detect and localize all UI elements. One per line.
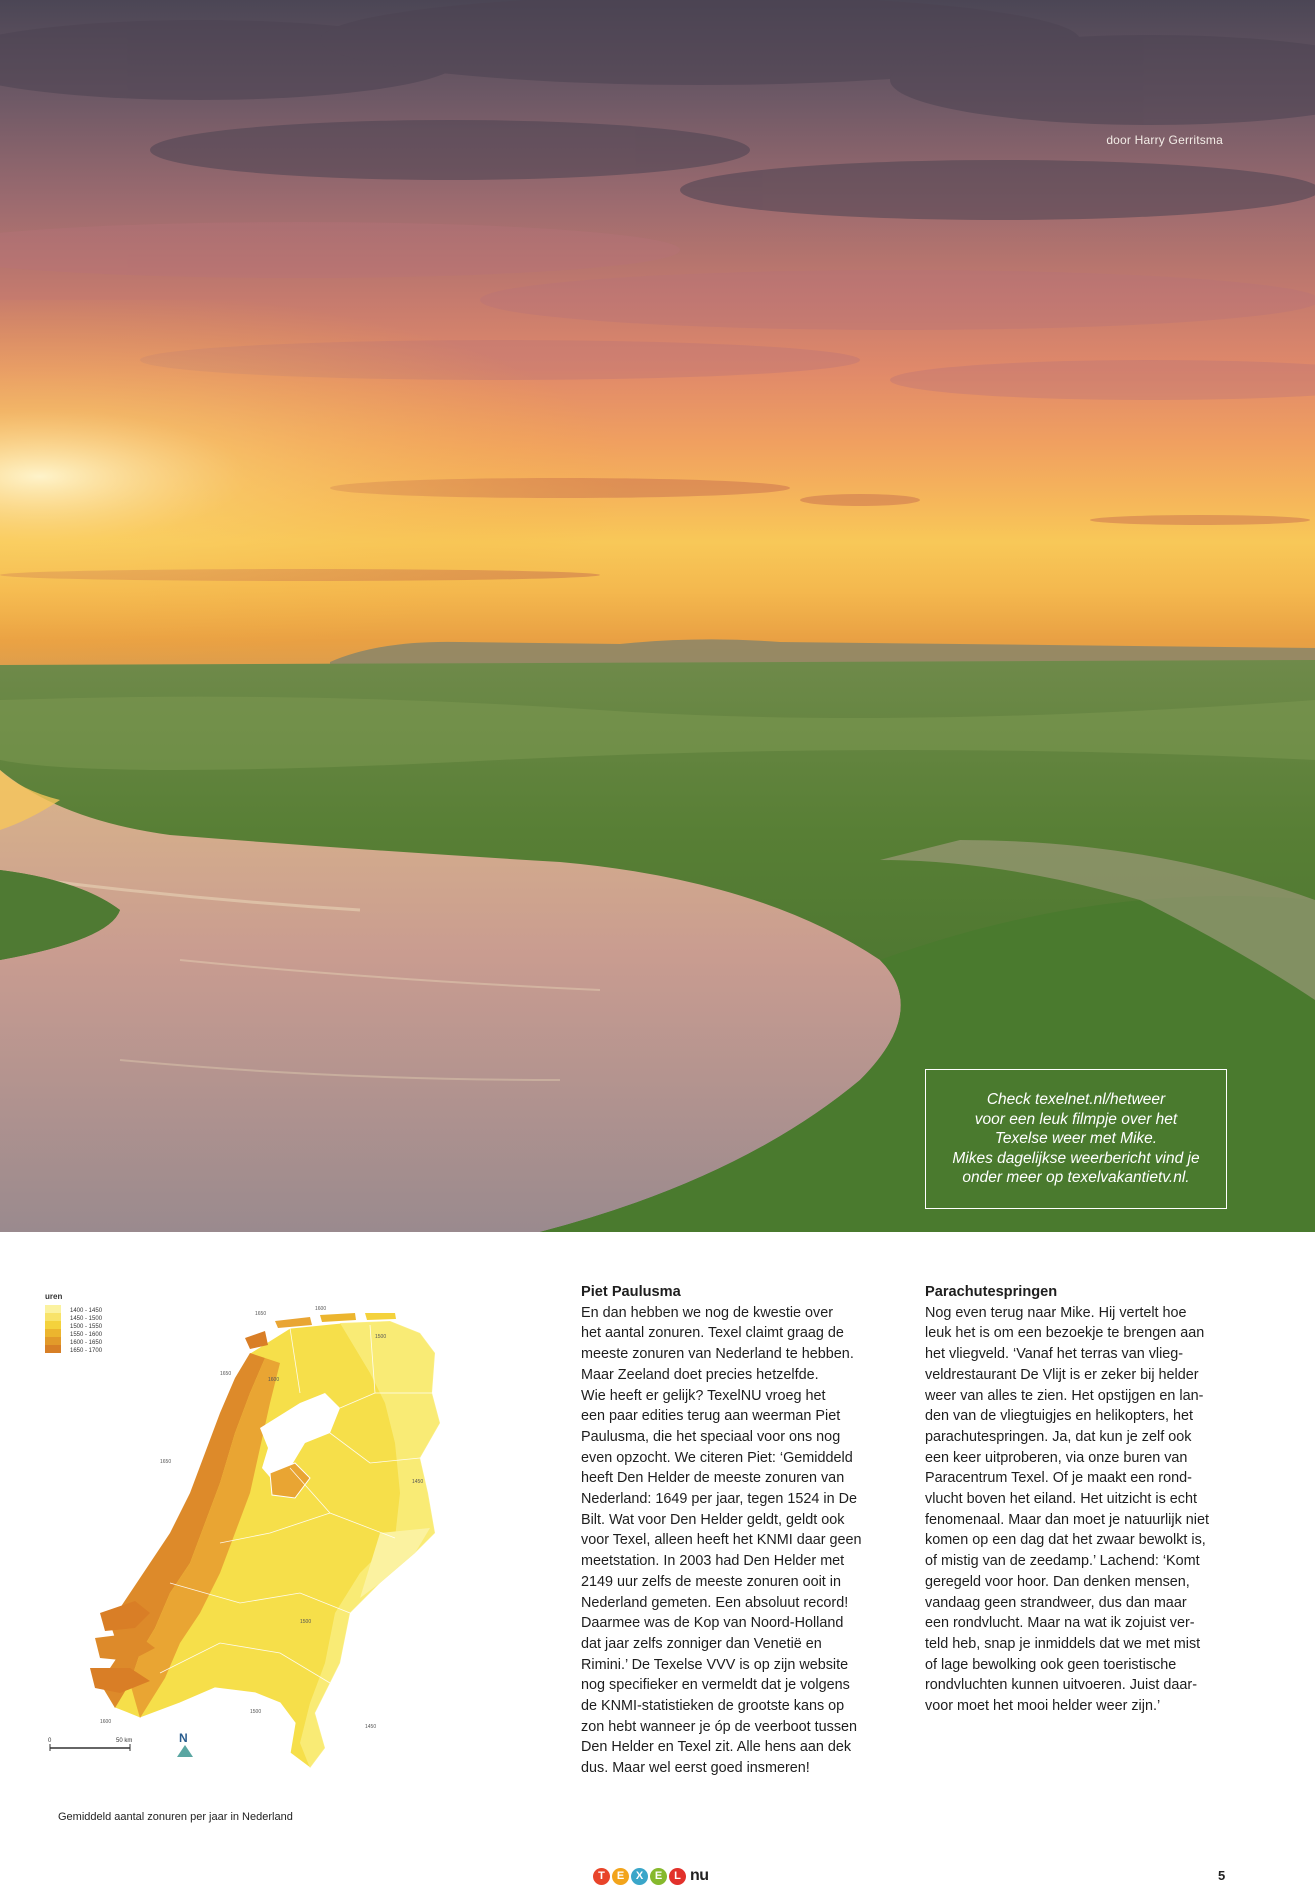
body-text: En dan hebben we nog de kwestie over het aantal zonuren. Texel claimt graag de meeste zonuren van Nederland te hebben. Maar Zeeland doet precies hetzelfde. Wie heeft er gelijk? TexelNU vroeg het een paar edities terug aan weerman Piet Paulusma, die het speciaal voor ons nog even opzocht. We citeren Piet: ‘Gemiddeld heeft Den Helder de meeste zonuren van Nederland: 1649 per jaar, tegen 1524 in De Bilt. Wat voor Den Helder geldt, geldt ook voor Texel, alleen heeft het KNMI daar geen meetstation. In 2003 had Den Helder met 2149 uur zelfs de meeste zonuren ooit in Nederland gemeten. Een absoluut record! Daarmee was de Kop van Noord-Holland dat jaar zelfs zonniger dan Venetië en Rimini.’ De Texelse VVV is op zijn website nog specifieker en vermeldt dat je volgens de KNMI-statistieken de grootste kans op zon hebt wanneer je óp de veerboot tussen Den Helder en Texel zit. Alle hens aan dek dus. Maar wel eerst goed insmeren! xyxy=(581,1304,862,1777)
svg-text:1500: 1500 xyxy=(375,1334,387,1340)
svg-text:1600: 1600 xyxy=(315,1306,327,1312)
callout-line: voor een leuk filmpje over het xyxy=(974,1110,1178,1128)
scale-bar xyxy=(48,1738,132,1751)
callout-line: onder meer op texelvakantietv.nl. xyxy=(962,1169,1190,1186)
callout-line: Mikes dagelijkse weerbericht vind je xyxy=(952,1149,1200,1167)
legend-swatch xyxy=(45,1329,61,1337)
north-arrow-icon xyxy=(177,1731,193,1757)
logo-letter: E xyxy=(650,1868,667,1885)
video-callout-box xyxy=(925,1069,1227,1209)
country-shape xyxy=(90,1306,440,1768)
legend-label: 1500 - 1550 xyxy=(70,1324,103,1330)
svg-text:50 km: 50 km xyxy=(116,1738,133,1744)
svg-text:1600: 1600 xyxy=(100,1719,112,1725)
section-heading: Piet Paulusma xyxy=(581,1284,681,1300)
callout-line: Check texelnet.nl/hetweer xyxy=(986,1091,1166,1108)
legend-label: 1450 - 1500 xyxy=(70,1316,103,1322)
page-number: 5 xyxy=(1218,1868,1226,1883)
legend-label: 1400 - 1450 xyxy=(70,1308,103,1314)
svg-text:1650: 1650 xyxy=(255,1311,267,1317)
photo-credit: door Harry Gerritsma xyxy=(1106,133,1223,147)
section-heading: Parachutespringen xyxy=(925,1284,1058,1300)
svg-text:1650: 1650 xyxy=(160,1459,172,1465)
svg-text:1500: 1500 xyxy=(300,1619,312,1625)
logo-letter: E xyxy=(612,1868,629,1885)
map-caption: Gemiddeld aantal zonuren per jaar in Nederland xyxy=(58,1811,293,1823)
svg-text:1450: 1450 xyxy=(365,1724,377,1730)
logo-letter: X xyxy=(631,1868,648,1885)
netherlands-map xyxy=(40,1283,480,1783)
logo-letter: T xyxy=(593,1868,610,1885)
logo-letter: L xyxy=(669,1868,686,1885)
legend-swatch xyxy=(45,1337,61,1345)
legend-swatch xyxy=(45,1345,61,1353)
legend-label: 1650 - 1700 xyxy=(70,1348,103,1354)
callout-line: Texelse weer met Mike. xyxy=(994,1130,1158,1147)
legend-title: uren xyxy=(45,1292,63,1301)
article-column-parachutespringen xyxy=(925,1282,1235,1717)
article-column-piet-paulusma xyxy=(581,1282,891,1779)
body-text: Nog even terug naar Mike. Hij vertelt hoe leuk het is om een bezoekje te brengen aan het vliegveld. ‘Vanaf het terras van vlieg- veldrestaurant De Vlijt is er zeker bij helder weer van alles te zien. Het opstijgen en lan- den van de vliegtuigjes en helikopters, het parachutespringen. Ja, dat kun je zelf ook een keer uitproberen, via onze buren van Paracentrum Texel. Of je maakt een rond- vlucht boven het eiland. Het uitzicht is echt fenomenaal. Maar dan moet je natuurlijk niet komen op een dag dat het zwaar bewolkt is, of mistig van de zeedamp.’ Lachend: ‘Komt geregeld voor hoor. Dan denken mensen, vandaag geen strandweer, dus dan maar een rondvlucht. Maar na wat ik zojuist ver- teld heb, snap je inmiddels dat we met mist of lage bewolking ook geen toeristische rondvluchten kunnen uitvoeren. Juist daar- voor moet het mooi helder weer zijn.’ xyxy=(925,1304,1209,1715)
svg-text:1500: 1500 xyxy=(250,1709,262,1715)
svg-text:0: 0 xyxy=(48,1738,52,1744)
svg-text:1650: 1650 xyxy=(220,1371,232,1377)
logo-suffix: nu xyxy=(690,1867,709,1884)
legend-swatch xyxy=(45,1305,61,1313)
legend-swatch xyxy=(45,1321,61,1329)
sunshine-map xyxy=(40,1283,480,1783)
legend-swatch xyxy=(45,1313,61,1321)
svg-text:1450: 1450 xyxy=(412,1479,424,1485)
texelnu-logo xyxy=(593,1866,709,1886)
legend xyxy=(45,1305,103,1354)
svg-text:1600: 1600 xyxy=(268,1377,280,1383)
legend-label: 1600 - 1650 xyxy=(70,1340,103,1346)
svg-text:N: N xyxy=(179,1731,188,1745)
legend-label: 1550 - 1600 xyxy=(70,1332,103,1338)
